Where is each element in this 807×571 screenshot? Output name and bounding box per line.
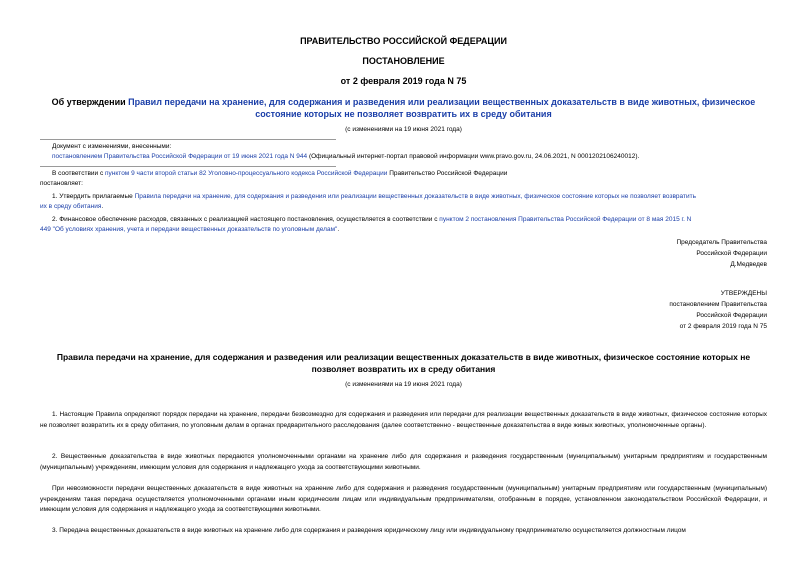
item-1-link[interactable]: Правила передачи на хранение, для содержания и разведения или реализации вещественных доказательств в виде животных, физическое состояние которых не позволяет возвратить — [134, 193, 696, 200]
signature-name: Д.Медведев — [730, 261, 767, 268]
rules-title-line1: Правила передачи на хранение, для содержания и разведения или реализации вещественных доказательств в виде животных, физическое состояние которых не — [56, 352, 751, 362]
rules-title — [40, 351, 767, 375]
approved-l2: постановлением Правительства — [669, 301, 767, 308]
document-title — [40, 96, 767, 120]
rule-paragraph-4: 3. Передача вещественных доказательств в виде животных на хранение либо для содержания и разведения юридическому лицу или индивидуальному предпринимателю осуществляется должностным лицом — [52, 527, 686, 534]
signature-block — [676, 237, 767, 270]
rule-paragraph-1: 1. Настоящие Правила определяют порядок передачи на хранение, передачи безвозмездно для содержания и разведения или передачи для реализации вещественных доказательств в виде животных, физическое состояние которых не позволяет возвратить их в среду обитания, по уголовным делам в органах предварительного расследования (далее соответственно - вещественные доказательства в виде живых животных, уполномоченные органы). — [40, 411, 767, 429]
approved-block — [669, 288, 767, 332]
document-type: ПОСТАНОВЛЕНИЕ — [362, 56, 445, 66]
item-2-suffix: . — [337, 226, 340, 233]
divider-bottom — [40, 166, 336, 167]
item-1-cont — [40, 203, 103, 210]
government-heading: ПРАВИТЕЛЬСТВО РОССИЙСКОЙ ФЕДЕРАЦИИ — [300, 36, 507, 46]
item-1-prefix: 1. Утвердить прилагаемые — [52, 193, 135, 200]
amendments-link[interactable]: постановлением Правительства Российской Федерации от 19 июня 2021 года N 944 — [52, 153, 308, 160]
amendments-source: (Официальный интернет-портал правовой информации www.pravo.gov.ru, 24.06.2021, N 0001202106240012). — [307, 153, 640, 160]
item-2-link-cont[interactable]: 449 "Об условиях хранения, учета и передачи вещественных доказательств по уголовным делам" — [40, 226, 338, 233]
item-1 — [52, 193, 772, 200]
item-1-suffix: . — [101, 203, 104, 210]
item-2 — [52, 216, 772, 223]
rules-changes-note: (с изменениями на 19 июня 2021 года) — [345, 381, 462, 388]
approved-l4: от 2 февраля 2019 года N 75 — [679, 323, 767, 330]
title-link[interactable]: Правил передачи на хранение, для содержания и разведения или реализации вещественных доказательств в виде животных, физическое — [128, 97, 756, 107]
signature-role2: Российской Федерации — [696, 250, 767, 257]
item-2-prefix: 2. Финансовое обеспечение расходов, связанных с реализацией настоящего постановления, осуществляется в соответствии с — [52, 216, 440, 223]
divider-top — [40, 139, 336, 140]
changes-note: (с изменениями на 19 июня 2021 года) — [345, 126, 462, 133]
preamble — [52, 170, 507, 177]
document-date-number: от 2 февраля 2019 года N 75 — [340, 76, 467, 86]
rule-paragraph-2: 2. Вещественные доказательства в виде животных передаются уполномоченными органами на хранение либо для содержания и разведения государственным (муниципальным) унитарным предприятиям и государственным (муниципальным) учреждениям, имеющим условия для содержания и надлежащего ухода за соответствующими животными. — [40, 453, 767, 471]
preamble-link[interactable]: пунктом 9 части второй статьи 82 Уголовно-процессуального кодекса Российской Федерации — [105, 170, 388, 177]
title-prefix: Об утверждении — [51, 97, 129, 107]
item-1-link-cont[interactable]: их в среду обитания — [40, 203, 102, 210]
title-link-line2[interactable]: состояние которых не позволяет возвратить их в среду обитания — [255, 109, 552, 119]
rules-title-line2: позволяет возвратить их в среду обитания — [311, 364, 496, 374]
preamble-suffix: Правительство Российской Федерации — [387, 170, 508, 177]
item-2-link[interactable]: пунктом 2 постановления Правительства Российской Федерации от 8 мая 2015 г. N — [439, 216, 692, 223]
item-2-cont — [40, 226, 339, 233]
preamble-decides: постановляет: — [40, 180, 83, 187]
amendments-intro: Документ с изменениями, внесенными: — [52, 143, 172, 150]
rule-paragraph-3: При невозможности передачи вещественных доказательств в виде животных на хранение либо для содержания и разведения государственным (муниципальным) унитарным предприятиям или государственным (муниципальным) учреждениям такая передача осуществляется уполномоченными органами иным юридическим лицам или индивидуальным предпринимателям, отобранным в порядке, установленном законодательством Российской Федерации, и имеющим условия для содержания и надлежащего ухода за соответствующими животными. — [40, 485, 767, 513]
signature-role1: Председатель Правительства — [676, 239, 767, 246]
approved-l3: Российской Федерации — [696, 312, 767, 319]
preamble-prefix: В соответствии с — [52, 170, 106, 177]
amendments-line — [52, 153, 772, 160]
approved-l1: УТВЕРЖДЕНЫ — [720, 290, 767, 297]
